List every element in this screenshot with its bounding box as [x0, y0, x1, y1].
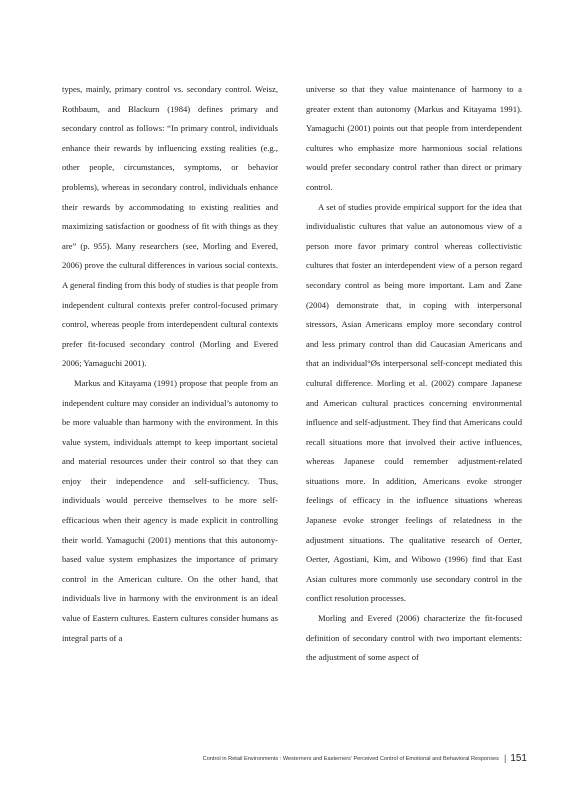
- paragraph: types, mainly, primary control vs. secondary control. Weisz, Rothbaum, and Blackurn (1984) defines primary and secondary control as follows: “In primary control, individuals enhance their rewards by influencing exsting realities (e.g., other people, circumstances, symptoms, or behavior problems), whereas in secondary control, individuals enhance their rewards by accommodating to existing realities and maximizing satisfaction or goodness of fit with things as they are” (p. 955). Many researchers (see, Morling and Evered, 2006) prove the cultural differences in various social contexts. A general finding from this body of studies is that people from independent cultural contexts prefer control-focused primary control, whereas people from interdependent cultural contexts prefer fit-focused secondary control (Morling and Evered 2006; Yamaguchi 2001).: [62, 84, 278, 369]
- page-footer: [0, 753, 527, 764]
- paragraph: Morling and Evered (2006) characterize the fit-focused definition of secondary control with two important elements: the adjustment of some aspect of: [306, 613, 522, 663]
- running-title: Control in Retail Environments : Westerners and Easterners’ Perceived Control of Emotional and Behavioral Responses: [202, 756, 499, 762]
- page-number: 151: [510, 753, 527, 764]
- left-column: [62, 80, 278, 648]
- paragraph: A set of studies provide empirical support for the idea that individualistic cultures that value an autonomous view of a person more favor primary control whereas collectivistic cultures that foster an interdependent view of a person regard secondary control as being more important. Lam and Zane (2004) demonstrate that, in coping with interpersonal stressors, Asian Americans employ more secondary control and less primary control than did Caucasian Americans and that an individual°Øs interpersonal self-concept mediated this cultural difference. Morling et al. (2002) compare Japanese and American cultural practices concerning environmental influence and self-adjustment. They find that Americans could recall situations more that involved their active influences, whereas Japanese could remember adjustment-related situations more. In addition, Americans evoke stronger feelings of efficacy in the influence situations whereas Japanese evoke stronger feelings of relatedness in the adjustment situations. The qualitative research of Oerter, Oerter, Agostiani, Kim, and Wibowo (1996) find that East Asian cultures more commonly use secondary control in the conflict resolution processes.: [306, 201, 522, 604]
- footer-separator: |: [503, 753, 507, 763]
- paragraph: universe so that they value maintenance of harmony to a greater extent than autonomy (Markus and Kitayama 1991). Yamaguchi (2001) points out that people from interdependent cultures who emphasize more harmonious social relations would prefer secondary control rather than direct or primary control.: [306, 84, 522, 192]
- right-column: [306, 80, 522, 668]
- paragraph: Markus and Kitayama (1991) propose that people from an independent culture may consider an individual’s autonomy to be more valuable than harmony with the environment. In this value system, individuals attempt to keep important societal and material resources under their control so that they can enjoy their independence and self-sufficiency. Thus, individuals would perceive themselves to be more self-efficacious when their agency is made explicit in controlling their world. Yamaguchi (2001) mentions that this autonomy-based value system emphasizes the importance of primary control in the American culture. On the other hand, that individuals live in harmony with the environment is an ideal value of Eastern cultures. Eastern cultures consider humans as integral parts of a: [62, 377, 278, 643]
